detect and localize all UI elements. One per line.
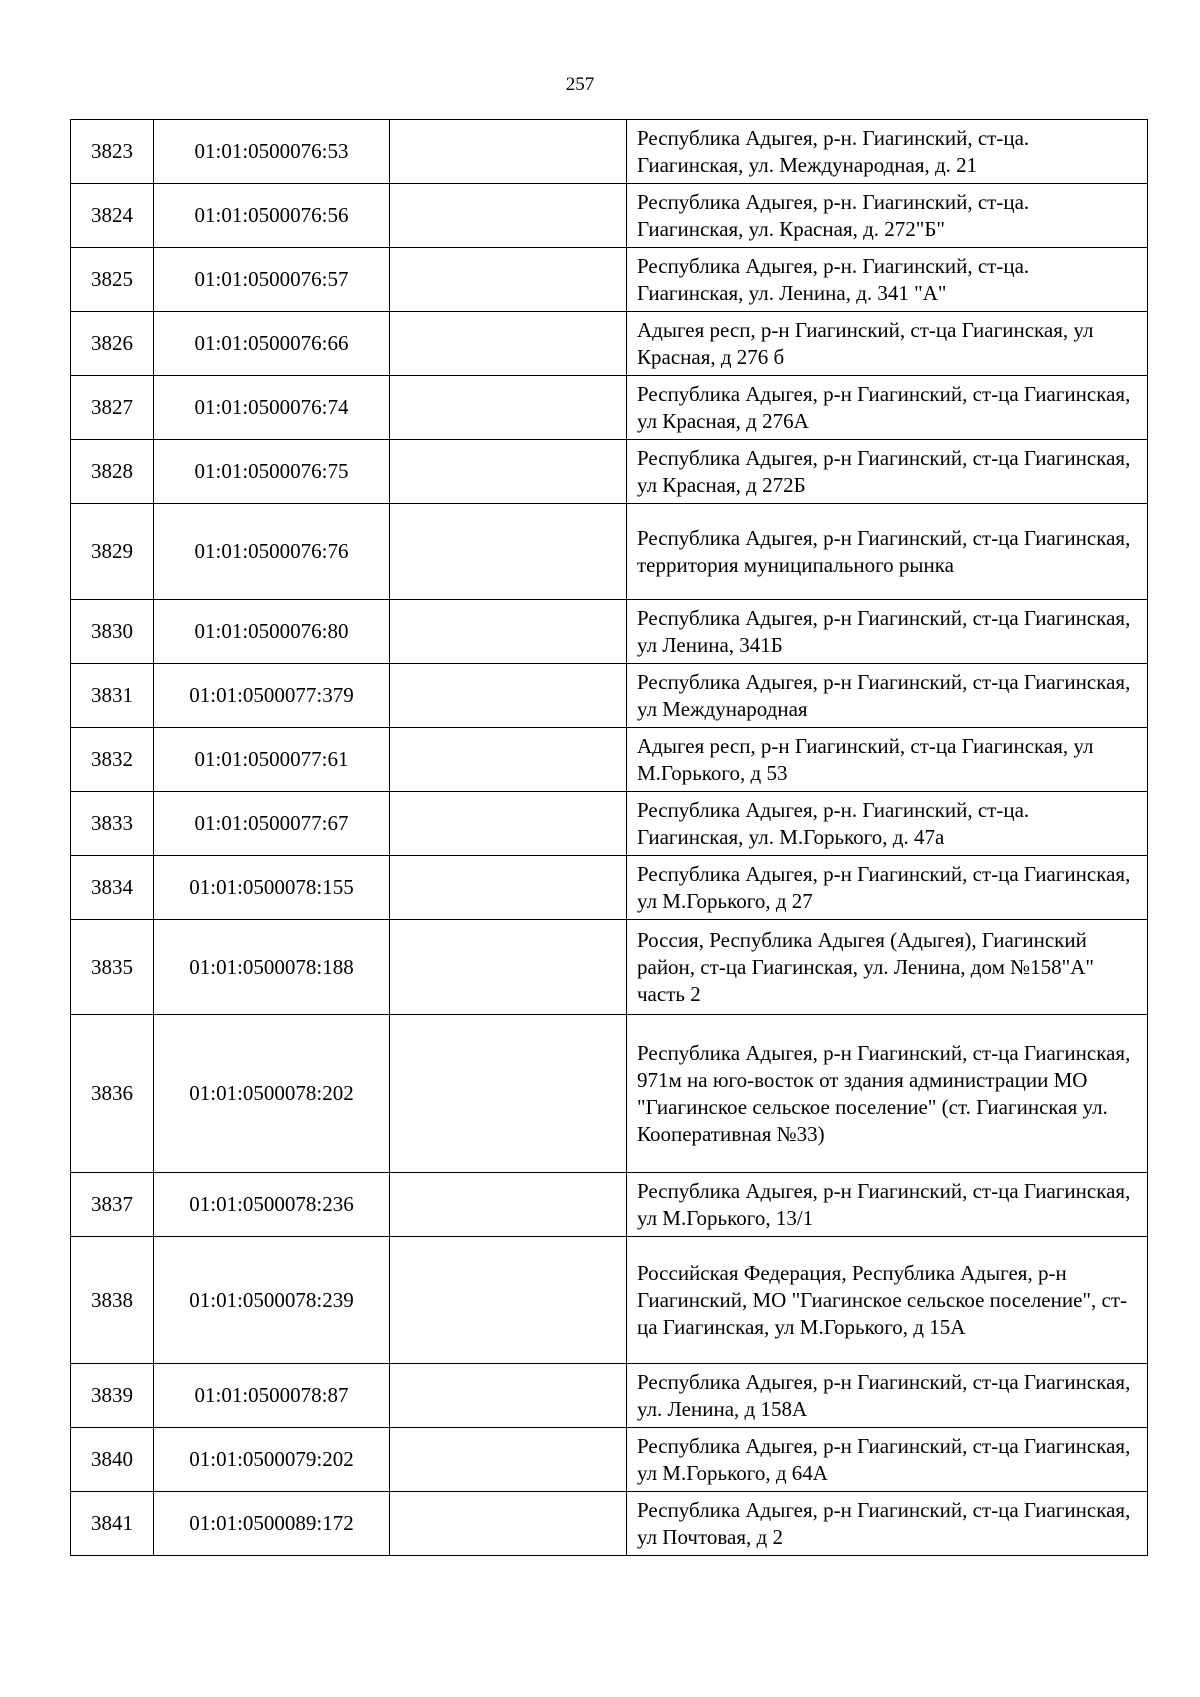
address: Республика Адыгея, р-н. Гиагинский, ст-ца. Гиагинская, ул. М.Горького, д. 47а (627, 792, 1148, 856)
address: Россия, Республика Адыгея (Адыгея), Гиагинский район, ст-ца Гиагинская, ул. Ленина, дом №158"А" часть 2 (627, 920, 1148, 1015)
address: Республика Адыгея, р-н Гиагинский, ст-ца Гиагинская, ул Ленина, 341Б (627, 600, 1148, 664)
table-row (71, 856, 1148, 920)
empty-cell (390, 856, 627, 920)
table-row (71, 248, 1148, 312)
row-number: 3832 (71, 728, 154, 792)
row-number: 3835 (71, 920, 154, 1015)
cadastral-number: 01:01:0500078:236 (154, 1173, 390, 1237)
cadastral-number: 01:01:0500076:76 (154, 504, 390, 600)
row-number: 3827 (71, 376, 154, 440)
table-row (71, 600, 1148, 664)
cadastral-number: 01:01:0500076:53 (154, 120, 390, 184)
address: Республика Адыгея, р-н Гиагинский, ст-ца Гиагинская, ул М.Горького, д 64А (627, 1428, 1148, 1492)
table-row (71, 504, 1148, 600)
empty-cell (390, 312, 627, 376)
address: Адыгея респ, р-н Гиагинский, ст-ца Гиагинская, ул М.Горького, д 53 (627, 728, 1148, 792)
address: Республика Адыгея, р-н Гиагинский, ст-ца Гиагинская, ул Международная (627, 664, 1148, 728)
row-number: 3839 (71, 1364, 154, 1428)
table-row (71, 1237, 1148, 1364)
address: Республика Адыгея, р-н. Гиагинский, ст-ца. Гиагинская, ул. Ленина, д. 341 "А" (627, 248, 1148, 312)
cadastral-number: 01:01:0500077:67 (154, 792, 390, 856)
row-number: 3829 (71, 504, 154, 600)
empty-cell (390, 1428, 627, 1492)
table-row (71, 1015, 1148, 1173)
table-row (71, 440, 1148, 504)
cadastral-number: 01:01:0500076:66 (154, 312, 390, 376)
cadastral-number: 01:01:0500078:239 (154, 1237, 390, 1364)
cadastral-number: 01:01:0500078:188 (154, 920, 390, 1015)
empty-cell (390, 120, 627, 184)
empty-cell (390, 664, 627, 728)
address: Республика Адыгея, р-н Гиагинский, ст-ца Гиагинская, территория муниципального рынка (627, 504, 1148, 600)
table-row (71, 1492, 1148, 1556)
cadastral-number: 01:01:0500077:379 (154, 664, 390, 728)
address: Российская Федерация, Республика Адыгея, р-н Гиагинский, МО "Гиагинское сельское поселение", ст-ца Гиагинская, ул М.Горького, д 15А (627, 1237, 1148, 1364)
cadastral-number: 01:01:0500079:202 (154, 1428, 390, 1492)
address: Республика Адыгея, р-н. Гиагинский, ст-ца. Гиагинская, ул. Красная, д. 272"Б" (627, 184, 1148, 248)
table-row (71, 312, 1148, 376)
cadastral-number: 01:01:0500078:87 (154, 1364, 390, 1428)
row-number: 3840 (71, 1428, 154, 1492)
table-row (71, 664, 1148, 728)
table-row (71, 1428, 1148, 1492)
cadastral-number: 01:01:0500076:56 (154, 184, 390, 248)
cadastral-number: 01:01:0500077:61 (154, 728, 390, 792)
empty-cell (390, 1492, 627, 1556)
address: Республика Адыгея, р-н Гиагинский, ст-ца Гиагинская, 971м на юго-восток от здания администрации МО "Гиагинское сельское поселение" (ст. Гиагинская ул. Кооперативная №33) (627, 1015, 1148, 1173)
address: Республика Адыгея, р-н Гиагинский, ст-ца Гиагинская, ул Красная, д 276А (627, 376, 1148, 440)
row-number: 3833 (71, 792, 154, 856)
empty-cell (390, 1364, 627, 1428)
empty-cell (390, 728, 627, 792)
row-number: 3830 (71, 600, 154, 664)
address: Республика Адыгея, р-н Гиагинский, ст-ца Гиагинская, ул. Ленина, д 158А (627, 1364, 1148, 1428)
cadastral-number: 01:01:0500078:155 (154, 856, 390, 920)
empty-cell (390, 792, 627, 856)
cadastral-number: 01:01:0500078:202 (154, 1015, 390, 1173)
row-number: 3841 (71, 1492, 154, 1556)
table-row (71, 728, 1148, 792)
table-row (71, 376, 1148, 440)
empty-cell (390, 248, 627, 312)
row-number: 3825 (71, 248, 154, 312)
row-number: 3823 (71, 120, 154, 184)
row-number: 3824 (71, 184, 154, 248)
empty-cell (390, 1173, 627, 1237)
empty-cell (390, 440, 627, 504)
address: Адыгея респ, р-н Гиагинский, ст-ца Гиагинская, ул Красная, д 276 б (627, 312, 1148, 376)
table-row (71, 184, 1148, 248)
table-row (71, 1173, 1148, 1237)
empty-cell (390, 1015, 627, 1173)
table-row (71, 120, 1148, 184)
row-number: 3836 (71, 1015, 154, 1173)
cadastral-number: 01:01:0500089:172 (154, 1492, 390, 1556)
row-number: 3837 (71, 1173, 154, 1237)
row-number: 3834 (71, 856, 154, 920)
row-number: 3828 (71, 440, 154, 504)
table-row (71, 920, 1148, 1015)
address: Республика Адыгея, р-н Гиагинский, ст-ца Гиагинская, ул Красная, д 272Б (627, 440, 1148, 504)
cadastral-number: 01:01:0500076:75 (154, 440, 390, 504)
empty-cell (390, 920, 627, 1015)
row-number: 3826 (71, 312, 154, 376)
page-number: 257 (565, 74, 595, 95)
cadastral-number: 01:01:0500076:74 (154, 376, 390, 440)
empty-cell (390, 1237, 627, 1364)
cadastral-number: 01:01:0500076:80 (154, 600, 390, 664)
row-number: 3838 (71, 1237, 154, 1364)
address: Республика Адыгея, р-н Гиагинский, ст-ца Гиагинская, ул Почтовая, д 2 (627, 1492, 1148, 1556)
empty-cell (390, 600, 627, 664)
table-row (71, 792, 1148, 856)
cadastral-number: 01:01:0500076:57 (154, 248, 390, 312)
address: Республика Адыгея, р-н Гиагинский, ст-ца Гиагинская, ул М.Горького, д 27 (627, 856, 1148, 920)
address: Республика Адыгея, р-н. Гиагинский, ст-ца. Гиагинская, ул. Международная, д. 21 (627, 120, 1148, 184)
empty-cell (390, 184, 627, 248)
empty-cell (390, 504, 627, 600)
empty-cell (390, 376, 627, 440)
table-row (71, 1364, 1148, 1428)
row-number: 3831 (71, 664, 154, 728)
registry-table (70, 119, 1148, 1556)
address: Республика Адыгея, р-н Гиагинский, ст-ца Гиагинская, ул М.Горького, 13/1 (627, 1173, 1148, 1237)
